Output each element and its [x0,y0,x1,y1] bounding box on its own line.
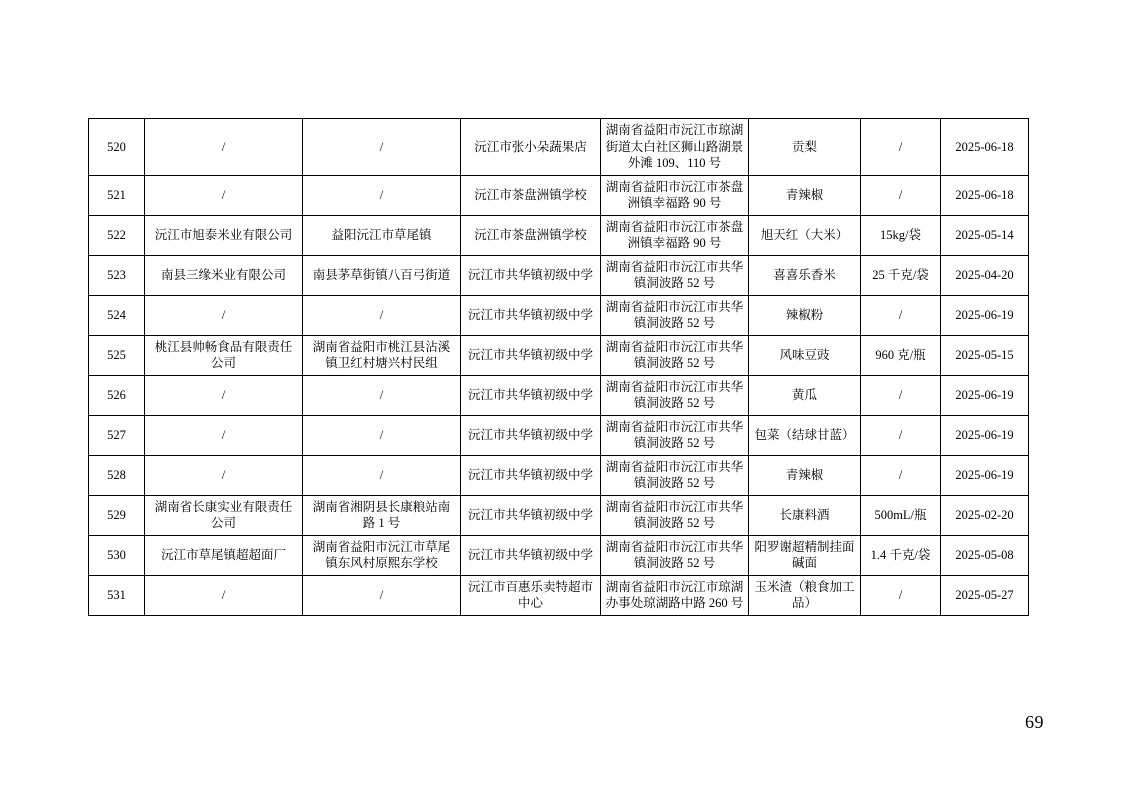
table-row [89,215,1029,255]
cell-seller: 沅江市共华镇初级中学 [461,535,601,575]
cell-date: 2025-05-15 [941,335,1029,375]
cell-index: 525 [89,335,145,375]
cell-date: 2025-06-19 [941,455,1029,495]
cell-date: 2025-06-19 [941,295,1029,335]
cell-index: 529 [89,495,145,535]
cell-seller-address: 湖南省益阳市沅江市茶盘洲镇幸福路 90 号 [601,175,749,215]
cell-seller: 沅江市共华镇初级中学 [461,335,601,375]
cell-producer: / [145,455,303,495]
cell-producer-address: / [303,295,461,335]
table-row [89,495,1029,535]
table-row [89,295,1029,335]
cell-spec: 500mL/瓶 [861,495,941,535]
cell-seller: 沅江市共华镇初级中学 [461,375,601,415]
cell-producer: / [145,575,303,615]
cell-spec: / [861,295,941,335]
cell-date: 2025-05-14 [941,215,1029,255]
cell-producer: 湖南省长康实业有限责任公司 [145,495,303,535]
cell-spec: / [861,119,941,176]
cell-producer: / [145,119,303,176]
cell-date: 2025-05-27 [941,575,1029,615]
cell-producer: / [145,175,303,215]
cell-seller: 沅江市共华镇初级中学 [461,455,601,495]
table-row [89,119,1029,176]
cell-seller-address: 湖南省益阳市沅江市共华镇洞波路 52 号 [601,255,749,295]
cell-item: 贡梨 [749,119,861,176]
cell-seller: 沅江市共华镇初级中学 [461,295,601,335]
cell-spec: / [861,575,941,615]
cell-producer-address: 南县茅草街镇八百弓街道 [303,255,461,295]
cell-item: 风味豆豉 [749,335,861,375]
table-row [89,255,1029,295]
table-body [89,119,1029,616]
cell-producer-address: / [303,175,461,215]
table-row [89,335,1029,375]
cell-spec: 960 克/瓶 [861,335,941,375]
cell-seller-address: 湖南省益阳市沅江市琼湖街道太白社区狮山路湖景外滩 109、110 号 [601,119,749,176]
cell-item: 旭天红（大米） [749,215,861,255]
cell-producer-address: / [303,455,461,495]
cell-producer-address: 益阳沅江市草尾镇 [303,215,461,255]
cell-index: 520 [89,119,145,176]
cell-producer: / [145,415,303,455]
cell-producer-address: 湖南省益阳市沅江市草尾镇东风村原熙东学校 [303,535,461,575]
sampling-records-table [88,118,1029,616]
cell-date: 2025-05-08 [941,535,1029,575]
cell-index: 527 [89,415,145,455]
cell-seller: 沅江市共华镇初级中学 [461,495,601,535]
cell-producer: / [145,375,303,415]
cell-spec: / [861,415,941,455]
cell-index: 523 [89,255,145,295]
cell-seller: 沅江市茶盘洲镇学校 [461,175,601,215]
cell-spec: / [861,375,941,415]
cell-seller: 沅江市共华镇初级中学 [461,415,601,455]
cell-seller: 沅江市茶盘洲镇学校 [461,215,601,255]
cell-date: 2025-06-19 [941,375,1029,415]
cell-seller-address: 湖南省益阳市沅江市共华镇洞波路 52 号 [601,495,749,535]
cell-item: 辣椒粉 [749,295,861,335]
cell-index: 522 [89,215,145,255]
cell-producer-address: 湖南省益阳市桃江县沾溪镇卫红村塘兴村民组 [303,335,461,375]
cell-spec: 25 千克/袋 [861,255,941,295]
table-row [89,375,1029,415]
cell-seller-address: 湖南省益阳市沅江市共华镇洞波路 52 号 [601,535,749,575]
cell-producer: 桃江县帅畅食品有限责任公司 [145,335,303,375]
cell-spec: 15kg/袋 [861,215,941,255]
cell-producer-address: 湖南省湘阴县长康粮站南路 1 号 [303,495,461,535]
cell-seller-address: 湖南省益阳市沅江市琼湖办事处琼湖路中路 260 号 [601,575,749,615]
cell-producer: 沅江市草尾镇超超面厂 [145,535,303,575]
cell-item: 长康料酒 [749,495,861,535]
cell-seller-address: 湖南省益阳市沅江市茶盘洲镇幸福路 90 号 [601,215,749,255]
cell-seller-address: 湖南省益阳市沅江市共华镇洞波路 52 号 [601,415,749,455]
table-row [89,535,1029,575]
cell-seller-address: 湖南省益阳市沅江市共华镇洞波路 52 号 [601,455,749,495]
page-number: 69 [1025,712,1044,732]
cell-seller: 沅江市百惠乐卖特超市中心 [461,575,601,615]
cell-item: 黄瓜 [749,375,861,415]
cell-spec: / [861,175,941,215]
cell-producer-address: / [303,119,461,176]
cell-producer-address: / [303,415,461,455]
cell-date: 2025-06-19 [941,415,1029,455]
cell-item: 包菜（结球甘蓝） [749,415,861,455]
table-row [89,175,1029,215]
cell-index: 526 [89,375,145,415]
cell-date: 2025-06-18 [941,119,1029,176]
cell-date: 2025-06-18 [941,175,1029,215]
cell-item: 玉米渣（粮食加工品） [749,575,861,615]
sampling-records-table-wrapper [88,118,1028,616]
cell-item: 阳罗谢超精制挂面碱面 [749,535,861,575]
cell-seller-address: 湖南省益阳市沅江市共华镇洞波路 52 号 [601,375,749,415]
cell-date: 2025-04-20 [941,255,1029,295]
cell-producer-address: / [303,375,461,415]
cell-index: 530 [89,535,145,575]
cell-spec: 1.4 千克/袋 [861,535,941,575]
cell-index: 528 [89,455,145,495]
cell-date: 2025-02-20 [941,495,1029,535]
table-row [89,415,1029,455]
cell-seller: 沅江市共华镇初级中学 [461,255,601,295]
cell-seller: 沅江市张小朵蔬果店 [461,119,601,176]
cell-seller-address: 湖南省益阳市沅江市共华镇洞波路 52 号 [601,335,749,375]
cell-item: 青辣椒 [749,175,861,215]
cell-producer: 南县三缘米业有限公司 [145,255,303,295]
table-row [89,455,1029,495]
cell-seller-address: 湖南省益阳市沅江市共华镇洞波路 52 号 [601,295,749,335]
cell-spec: / [861,455,941,495]
cell-producer-address: / [303,575,461,615]
table-row [89,575,1029,615]
cell-item: 喜喜乐香米 [749,255,861,295]
cell-index: 531 [89,575,145,615]
cell-item: 青辣椒 [749,455,861,495]
cell-index: 521 [89,175,145,215]
cell-producer: / [145,295,303,335]
cell-producer: 沅江市旭泰米业有限公司 [145,215,303,255]
cell-index: 524 [89,295,145,335]
